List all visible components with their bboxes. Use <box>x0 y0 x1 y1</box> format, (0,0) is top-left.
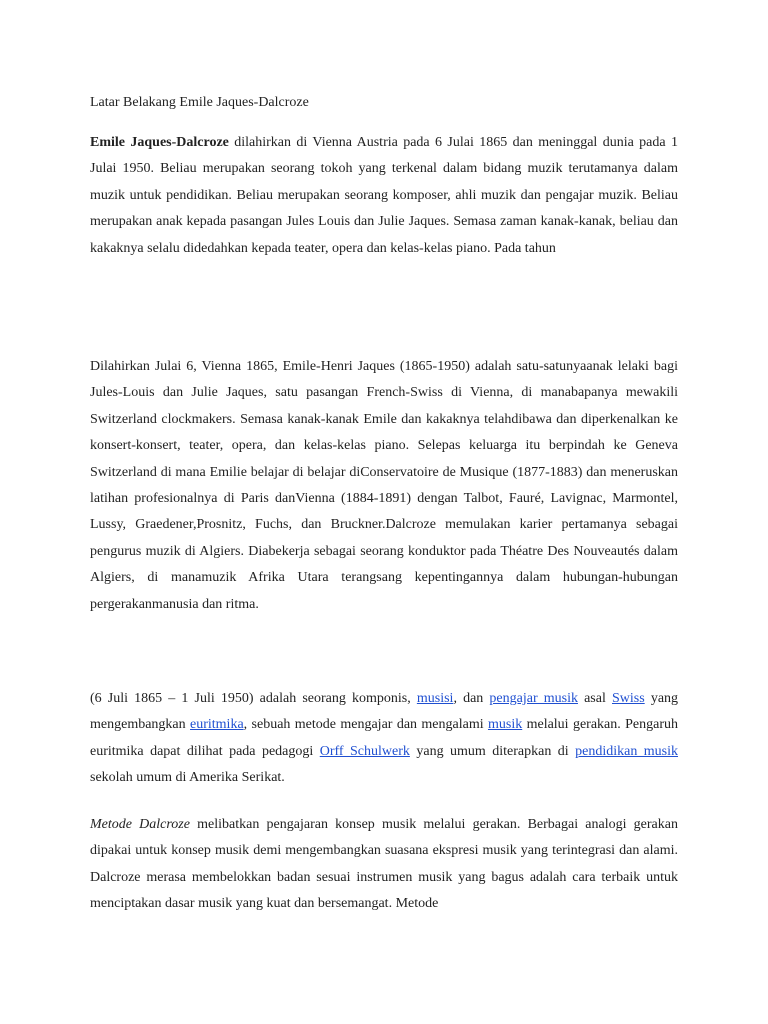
paragraph-text: yang umum diterapkan di <box>409 743 576 759</box>
paragraph-biography-detail <box>90 354 678 618</box>
paragraph-text: , dan <box>453 691 490 706</box>
paragraph-text: (6 Juli 1865 – 1 Juli 1950) adalah seorang komponis, <box>90 691 417 706</box>
link-orff-schulwerk[interactable]: Orff Schulwerk <box>319 743 410 759</box>
paragraph-text: yang mengembangkan <box>90 691 679 733</box>
document-title: Latar Belakang Emile Jaques-Dalcroze <box>90 95 309 110</box>
paragraph-text: Dilahirkan Julai 6, Vienna 1865, Emile-Henri Jaques (1865-1950) adalah satu-satunyaanak lelaki bagi Jules-Louis dan Julie Jaques, satu pasangan French-Swiss di Vienna, di manabapanya mewakili Switzerland clockmakers. Semasa kanak-kanak Emile dan kakaknya telahdibawa dan diperkenalkan ke konsert-konsert, teater, opera, dan kelas-kelas piano. Selepas keluarga itu berpindah ke Geneva Switzerland di mana Emilie belajar di belajar diConservatoire de Musique (1877-1883) dan meneruskan latihan profesionalnya di Paris danVienna (1884-1891) dengan Talbot, Fauré, Lavignac, Marmontel, Lussy, Graedener,Prosnitz, Fuchs, dan Bruckner.Dalcroze memulakan karier pertamanya sebagai pengurus muzik di Algiers. Diabekerja sebagai seorang konduktor pada Théatre Des Nouveautés dalam Algiers, di manamuzik Afrika Utara terangsang kepentingannya dalam hubungan-hubungan pergerakanmanusia dan ritma. <box>90 359 678 612</box>
paragraph-wiki-summary <box>90 686 678 792</box>
link-musisi[interactable]: musisi <box>416 691 454 706</box>
link-musik[interactable]: musik <box>487 717 523 733</box>
link-pendidikan-musik[interactable]: pendidikan musik <box>575 743 679 759</box>
link-pengajar-musik[interactable]: pengajar musik <box>489 691 578 706</box>
method-name: Metode Dalcroze <box>90 817 190 832</box>
paragraph-biography-intro <box>90 130 678 262</box>
paragraph-method <box>90 812 678 918</box>
paragraph-text: dilahirkan di Vienna Austria pada 6 Julai 1865 dan meninggal dunia pada 1 Julai 1950. Beliau merupakan seorang tokoh yang terkenal dalam bidang muzik terutamanya dalam muzik untuk pendidikan. Beliau merupakan seorang komposer, ahli muzik dan pengajar muzik. Beliau merupakan anak kepada pasangan Jules Louis dan Julie Jaques. Semasa zaman kanak-kanak, beliau dan kakaknya selalu didedahkan kepada teater, opera dan kelas-kelas piano. Pada tahun <box>90 135 678 256</box>
paragraph-text: melalui gerakan. Pengaruh euritmika dapat dilihat pada pedagogi <box>90 717 678 759</box>
paragraph-text: melibatkan pengajaran konsep musik melalui gerakan. Berbagai analogi gerakan dipakai untuk konsep musik demi mengembangkan suasana ekspresi musik yang terintegrasi dan alami. Dalcroze merasa membelokkan badan sesuai instrumen musik yang bagus adalah cara terbaik untuk menciptakan dasar musik yang kuat dan bersemangat. Metode <box>90 817 678 912</box>
paragraph-text: sekolah umum di Amerika Serikat. <box>90 770 285 786</box>
link-swiss[interactable]: Swiss <box>612 691 645 706</box>
paragraph-text: asal <box>577 691 612 706</box>
subject-name: Emile Jaques-Dalcroze <box>90 135 229 150</box>
paragraph-text: , sebuah metode mengajar dan mengalami <box>243 717 488 733</box>
link-euritmika[interactable]: euritmika <box>190 717 244 733</box>
